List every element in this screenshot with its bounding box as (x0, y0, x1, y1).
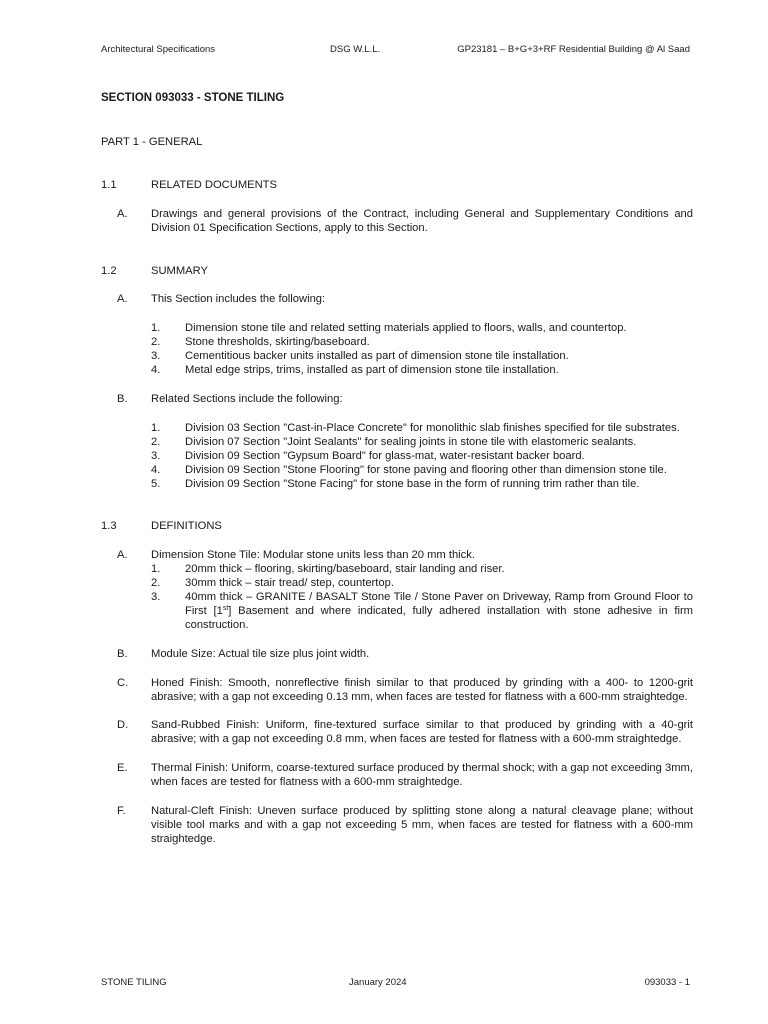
list-text: Cementitious backer units installed as part of dimension stone tile installation. (185, 350, 569, 363)
paragraph-text: Sand-Rubbed Finish: Uniform, fine-textured surface similar to that produced by grinding with a 40-grit abrasive; with a gap not exceeding 0.8 mm, when faces are tested for flatness with a 600-mm straightedge. (151, 719, 693, 746)
paragraph (101, 293, 693, 307)
list-text: Division 07 Section "Joint Sealants" for sealing joints in stone tile with elastomeric sealants. (185, 435, 637, 448)
list-item (101, 336, 693, 350)
paragraph-label: E. (117, 762, 128, 775)
list-number: 1. (151, 563, 161, 576)
paragraph-label: A. (117, 549, 128, 562)
list-text: Stone thresholds, skirting/baseboard. (185, 336, 370, 349)
list-text: 20mm thick – flooring, skirting/baseboard, stair landing and riser. (185, 563, 505, 576)
list-number: 3. (151, 449, 161, 462)
paragraph-text: Related Sections include the following: (151, 392, 343, 405)
paragraph-text: Dimension Stone Tile: Modular stone units less than 20 mm thick. (151, 549, 475, 562)
list-item (101, 322, 693, 336)
paragraph-label: A. (117, 207, 128, 220)
numbered-list (101, 322, 693, 378)
header-right: GP23181 – B+G+3+RF Residential Building @ Al Saad (457, 44, 690, 55)
article-title: DEFINITIONS (151, 520, 222, 533)
list-item (101, 563, 693, 577)
part-heading: PART 1 - GENERAL (101, 135, 203, 148)
list-item (101, 478, 693, 492)
footer-left: STONE TILING (101, 977, 167, 988)
article-heading (101, 265, 693, 279)
article-title: RELATED DOCUMENTS (151, 178, 277, 191)
list-item (101, 450, 693, 464)
list-number: 5. (151, 477, 161, 490)
section-title: SECTION 093033 - STONE TILING (101, 92, 285, 104)
list-text: Division 09 Section "Gypsum Board" for glass-mat, water-resistant backer board. (185, 449, 585, 462)
paragraph-label: D. (117, 719, 129, 732)
list-item (101, 350, 693, 364)
list-text: Dimension stone tile and related setting materials applied to floors, walls, and countertop. (185, 322, 627, 335)
list-text: Division 09 Section "Stone Facing" for stone base in the form of running trim rather than tile. (185, 477, 640, 490)
list-item (101, 591, 693, 633)
paragraph (101, 648, 693, 662)
list-number: 3. (151, 350, 161, 363)
article-number: 1.3 (101, 520, 117, 533)
article-number: 1.2 (101, 264, 117, 277)
list-number: 1. (151, 421, 161, 434)
list-number: 2. (151, 577, 161, 590)
footer-center: January 2024 (349, 977, 407, 988)
list-item (101, 422, 693, 436)
paragraph-text: Drawings and general provisions of the Contract, including General and Supplementary Conditions and Division 01 Specification Sections, apply to this Section. (151, 207, 693, 234)
header-left: Architectural Specifications (101, 44, 216, 55)
article-heading (101, 179, 693, 193)
paragraph-label: A. (117, 293, 128, 306)
paragraph (101, 393, 693, 407)
list-item (101, 364, 693, 378)
list-item (101, 464, 693, 478)
paragraph (101, 762, 693, 790)
paragraph (101, 677, 693, 705)
list-text-continued: ] Basement and where indicated, fully adhered installation with stone adhesive in firm construction. (185, 604, 693, 631)
paragraph (101, 549, 693, 563)
paragraph-label: F. (117, 805, 126, 818)
list-text: 40mm thick – GRANITE / BASALT Stone Tile / Stone Paver on Driveway, Ramp from Ground Floor to First [1 (185, 591, 693, 617)
list-number: 1. (151, 322, 161, 335)
list-text: Metal edge strips, trims, installed as part of dimension stone tile installation. (185, 364, 559, 377)
numbered-list (101, 422, 693, 492)
paragraph-text: Module Size: Actual tile size plus joint width. (151, 647, 370, 660)
list-number: 2. (151, 336, 161, 349)
paragraph-label: B. (117, 392, 128, 405)
paragraph (101, 208, 693, 236)
document-body (101, 92, 693, 862)
paragraph-text: Honed Finish: Smooth, nonreflective finish similar to that produced by grinding with a 400- to 1200-grit abrasive; with a gap not exceeding 0.13 mm, when faces are tested for flatness with a 600-mm straightedge. (151, 676, 693, 703)
list-number: 4. (151, 463, 161, 476)
paragraph-text: This Section includes the following: (151, 293, 326, 306)
list-number: 4. (151, 364, 161, 377)
list-item (101, 577, 693, 591)
paragraph-text: Natural-Cleft Finish: Uneven surface produced by splitting stone along a natural cleavage plane; without visible tool marks and with a gap not exceeding 5 mm, when faces are tested for flatness with a 600-mm straightedge. (151, 805, 693, 845)
article-title: SUMMARY (151, 264, 208, 277)
list-text: Division 09 Section "Stone Flooring" for stone paving and flooring other than dimension stone tile. (185, 463, 667, 476)
list-text: Division 03 Section "Cast-in-Place Concrete" for monolithic slab finishes specified for tile substrates. (185, 421, 680, 434)
paragraph-label: C. (117, 676, 129, 689)
list-number: 3. (151, 591, 161, 604)
list-item (101, 436, 693, 450)
paragraph-label: B. (117, 647, 128, 660)
list-text: 30mm thick – stair tread/ step, countertop. (185, 577, 394, 590)
paragraph (101, 805, 693, 847)
paragraph (101, 719, 693, 747)
paragraph-text: Thermal Finish: Uniform, coarse-textured surface produced by thermal shock; with a gap not exceeding 3mm, when faces are tested for flatness with a 600-mm straightedge. (151, 762, 693, 789)
footer-right: 093033 - 1 (644, 977, 690, 988)
article-number: 1.1 (101, 178, 117, 191)
superscript: st (222, 604, 229, 612)
header-center: DSG W.L.L. (330, 44, 381, 55)
numbered-list (101, 563, 693, 633)
list-number: 2. (151, 435, 161, 448)
article-heading (101, 520, 693, 534)
